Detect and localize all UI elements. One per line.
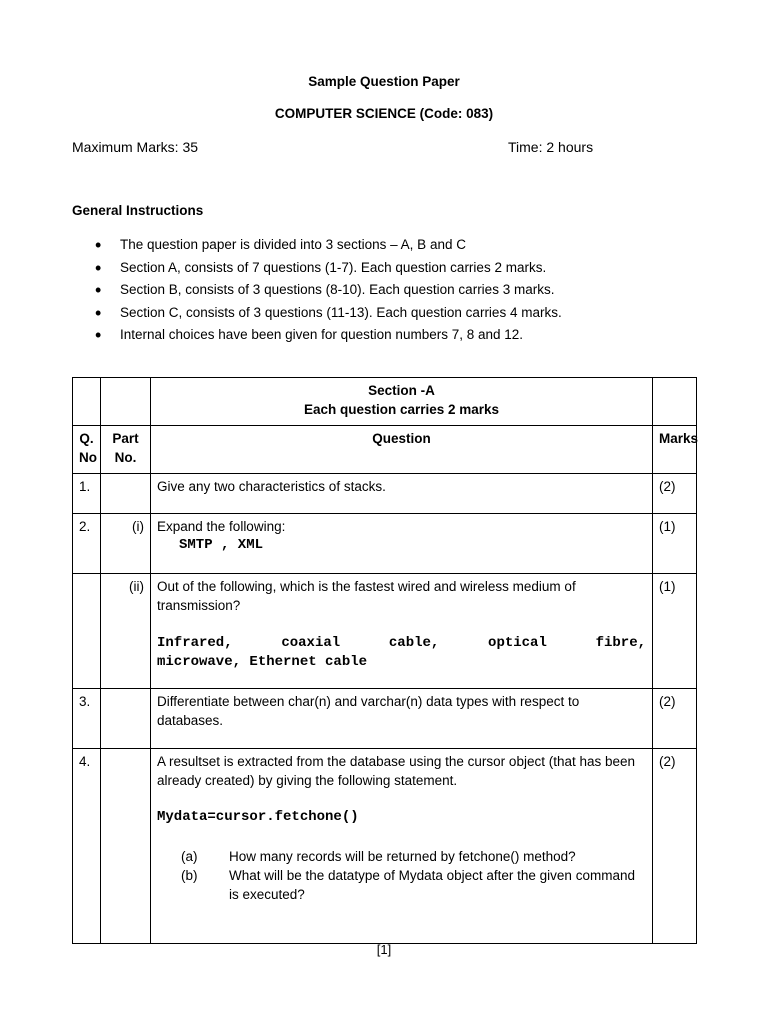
sub-question-label: (b)	[181, 868, 198, 883]
maximum-marks: Maximum Marks: 35	[72, 139, 199, 155]
question-marks: (1)	[653, 574, 697, 689]
sub-question-text: What will be the datatype of Mydata object after the given command is executed?	[229, 868, 635, 902]
code-text: microwave, Ethernet cable	[157, 654, 368, 670]
question-number: 2.	[73, 514, 101, 574]
header-part: Part No.	[101, 426, 151, 474]
part-number	[101, 749, 151, 944]
question-number: 3.	[73, 689, 101, 749]
question-marks: (1)	[653, 514, 697, 574]
question-marks: (2)	[653, 749, 697, 944]
question-number: 4.	[73, 749, 101, 944]
question-cell	[151, 514, 653, 574]
part-number: (i)	[101, 514, 151, 574]
header-question: Question	[151, 426, 653, 474]
part-number	[101, 689, 151, 749]
instruction-item: • Section C, consists of 3 questions (11-13). Each question carries 4 marks.	[95, 304, 562, 327]
section-title: Section -A	[368, 383, 435, 398]
question-number	[73, 574, 101, 689]
column-header-row	[73, 426, 697, 474]
sub-question-label: (a)	[181, 849, 198, 864]
question-text: A resultset is extracted from the database using the cursor object (that has been already created) by giving the following statement.	[157, 754, 636, 788]
subject-title: COMPUTER SCIENCE (Code: 083)	[274, 106, 494, 121]
part-number	[101, 474, 151, 514]
header-marks: Marks	[653, 426, 697, 474]
instruction-item: • The question paper is divided into 3 sections – A, B and C	[95, 236, 562, 259]
instructions-list	[95, 236, 562, 349]
sub-question	[181, 866, 646, 904]
paper-title: Sample Question Paper	[308, 74, 460, 89]
instruction-item: • Section B, consists of 3 questions (8-10). Each question carries 3 marks.	[95, 281, 562, 304]
general-instructions-heading: General Instructions	[72, 203, 204, 218]
table-row	[73, 689, 697, 749]
sub-question	[181, 847, 646, 866]
question-cell	[151, 574, 653, 689]
instruction-item: • Internal choices have been given for question numbers 7, 8 and 12.	[95, 326, 562, 349]
question-table	[72, 377, 697, 944]
question-text: Differentiate between char(n) and varchar(n) data types with respect to databases.	[151, 689, 653, 749]
table-row	[73, 514, 697, 574]
code-text: SMTP , XML	[179, 537, 264, 553]
page-number: [1]	[376, 942, 392, 957]
table-row	[73, 474, 697, 514]
table-row	[73, 749, 697, 944]
instruction-item: • Section A, consists of 7 questions (1-7). Each question carries 2 marks.	[95, 259, 562, 282]
code-text: Infrared, coaxial cable, optical fibre,	[157, 635, 646, 651]
code-text: Mydata=cursor.fetchone()	[157, 809, 359, 825]
section-heading	[151, 378, 653, 426]
question-marks: (2)	[653, 474, 697, 514]
question-text: Give any two characteristics of stacks.	[151, 474, 653, 514]
table-row	[73, 574, 697, 689]
sub-question-text: How many records will be returned by fetchone() method?	[229, 849, 576, 864]
question-cell	[151, 749, 653, 944]
section-header-row	[73, 378, 697, 426]
time-allowed: Time: 2 hours	[508, 139, 594, 155]
question-text: Out of the following, which is the fastest wired and wireless medium of transmission?	[157, 579, 576, 613]
section-subtitle: Each question carries 2 marks	[303, 402, 500, 417]
part-number: (ii)	[101, 574, 151, 689]
question-marks: (2)	[653, 689, 697, 749]
question-number: 1.	[73, 474, 101, 514]
question-text: Expand the following:	[157, 519, 286, 534]
header-qno: Q. No	[73, 426, 101, 474]
